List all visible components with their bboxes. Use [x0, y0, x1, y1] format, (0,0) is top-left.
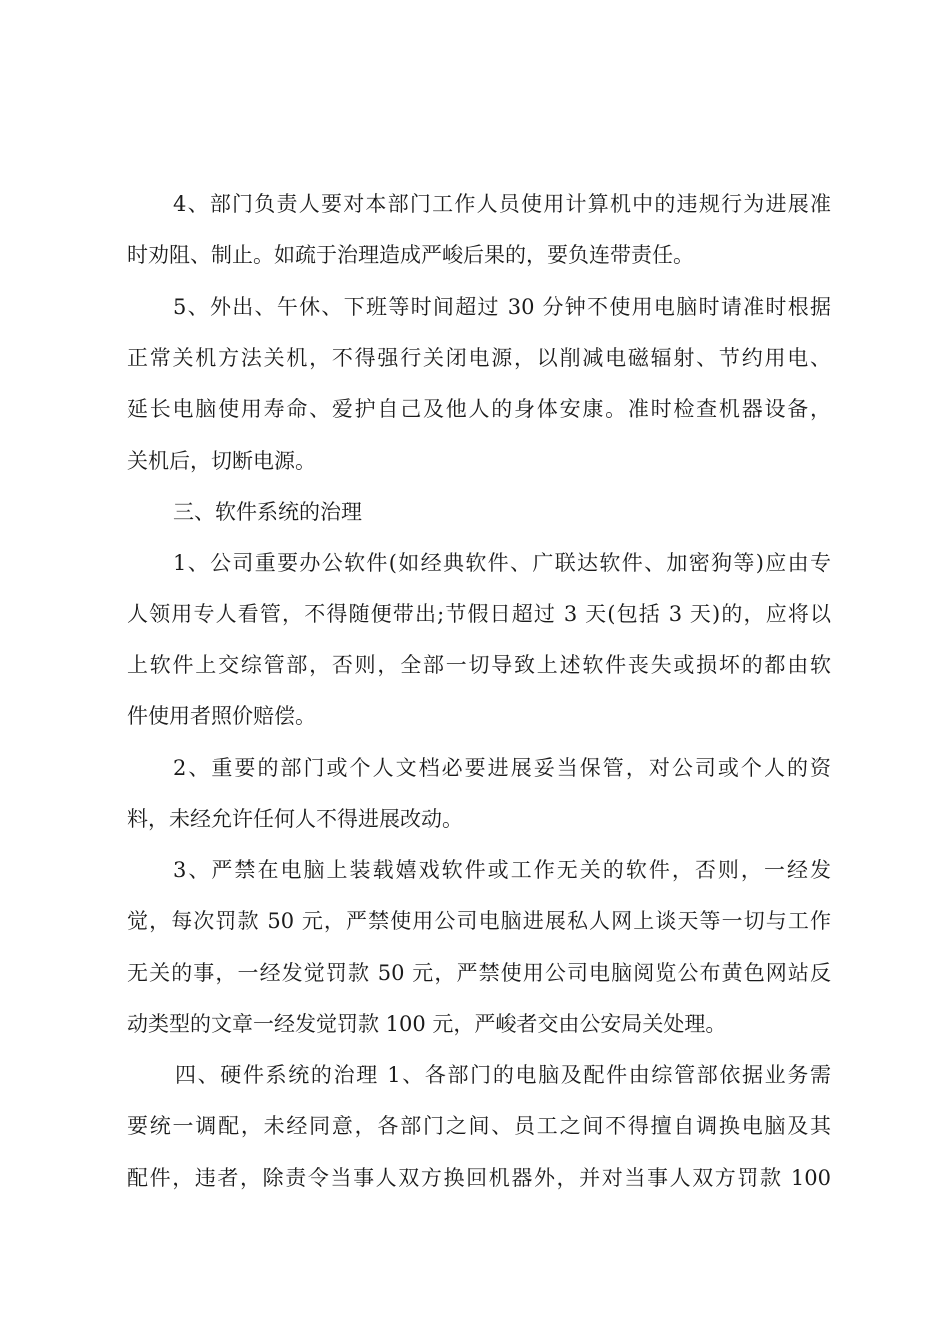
paragraph-3-3-line-2: 觉，每次罚款 50 元，严禁使用公司电脑进展私人网上谈天等一切与工作	[127, 909, 831, 933]
section-heading-hardware-line-1: 四、硬件系统的治理 1、各部门的电脑及配件由综管部依据业务需	[175, 1063, 831, 1087]
paragraph-3-2-line-2: 料，未经允许任何人不得进展改动。	[127, 807, 463, 831]
paragraph-2-line-1: 5、外出、午休、下班等时间超过 30 分钟不使用电脑时请准时根据	[173, 295, 831, 319]
paragraph-3-2-line-1: 2、重要的部门或个人文档必要进展妥当保管，对公司或个人的资	[173, 756, 831, 780]
section-heading-software: 三、软件系统的治理	[173, 500, 362, 524]
paragraph-3-3-line-3: 无关的事，一经发觉罚款 50 元，严禁使用公司电脑阅览公布黄色网站反	[127, 961, 831, 985]
paragraph-3-3-line-1: 3、严禁在电脑上装载嬉戏软件或工作无关的软件，否则，一经发	[173, 858, 831, 882]
paragraph-3-1-line-4: 件使用者照价赔偿。	[127, 704, 316, 728]
paragraph-1-line-1: 4、部门负责人要对本部门工作人员使用计算机中的违规行为进展准	[173, 192, 831, 216]
paragraph-3-3-line-4: 动类型的文章一经发觉罚款 100 元，严峻者交由公安局关处理。	[127, 1012, 727, 1036]
section-hardware-line-2: 要统一调配，未经同意，各部门之间、员工之间不得擅自调换电脑及其	[127, 1114, 831, 1138]
paragraph-3-1-line-1: 1、公司重要办公软件(如经典软件、广联达软件、加密狗等)应由专	[173, 551, 831, 575]
paragraph-1-line-2: 时劝阻、制止。如疏于治理造成严峻后果的，要负连带责任。	[127, 243, 694, 267]
section-hardware-line-3: 配件，违者，除责令当事人双方换回机器外，并对当事人双方罚款 100	[127, 1166, 831, 1190]
paragraph-3-1-line-2: 人领用专人看管，不得随便带出;节假日超过 3 天(包括 3 天)的，应将以	[127, 602, 831, 626]
paragraph-3-1-line-3: 上软件上交综管部，否则，全部一切导致上述软件丧失或损坏的都由软	[127, 653, 831, 677]
paragraph-2-line-4: 关机后，切断电源。	[127, 449, 316, 473]
paragraph-2-line-3: 延长电脑使用寿命、爱护自己及他人的身体安康。准时检查机器设备，	[127, 397, 831, 421]
paragraph-2-line-2: 正常关机方法关机，不得强行关闭电源，以削减电磁辐射、节约用电、	[127, 346, 831, 370]
